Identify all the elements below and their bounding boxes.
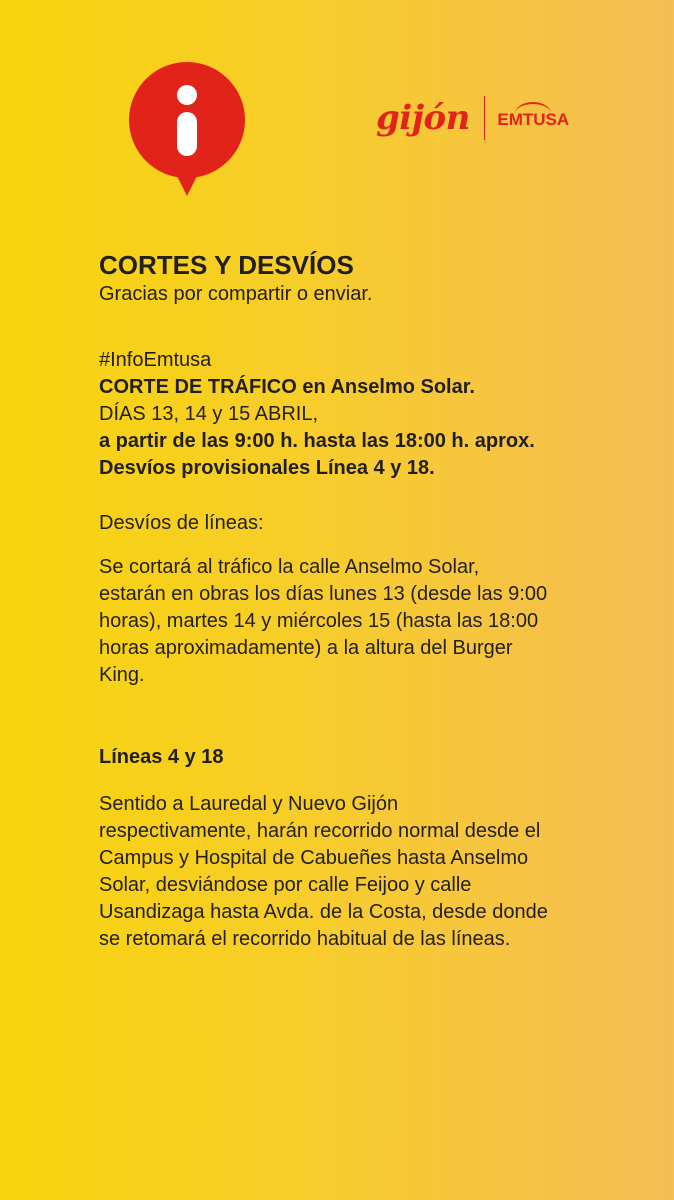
section2-line: Solar, desviándose por calle Feijoo y calle [99, 874, 472, 896]
section1-line: Se cortará al tráfico la calle Anselmo Solar, [99, 556, 480, 578]
notice-dates: DÍAS 13, 14 y 15 ABRIL, [99, 403, 319, 425]
brand-city-wordmark: gijón [376, 98, 470, 138]
section2-line: Sentido a Lauredal y Nuevo Gijón [99, 793, 399, 815]
notice-headline: CORTE DE TRÁFICO en Anselmo Solar. [99, 376, 475, 398]
brand-company-label: EMTUSA [497, 110, 570, 129]
notice-content [99, 250, 639, 953]
brand-divider [484, 96, 486, 140]
notice-subtitle: Gracias por compartir o enviar. [99, 283, 373, 305]
notice-hours: a partir de las 9:00 h. hasta las 18:00 h. aprox. [99, 430, 535, 452]
section1-body [99, 554, 639, 689]
section2-heading: Líneas 4 y 18 [99, 746, 224, 768]
section2-line: Campus y Hospital de Cabueñes hasta Anselmo [99, 847, 529, 869]
notice-title: CORTES Y DESVÍOS [99, 250, 354, 280]
hashtag: #InfoEmtusa [99, 349, 212, 371]
section2-line: Usandizaga hasta Avda. de la Costa, desde donde [99, 901, 548, 923]
section1-heading: Desvíos de líneas: [99, 512, 264, 534]
notice-detours-summary: Desvíos provisionales Línea 4 y 18. [99, 457, 435, 479]
section2-line: se retomará el recorrido habitual de las líneas. [99, 928, 511, 950]
brand-logo [376, 94, 569, 142]
brand-company-wordmark [497, 106, 569, 130]
section1-line: estarán en obras los días lunes 13 (desde las 9:00 [99, 583, 548, 605]
emtusa-arc-icon [515, 102, 551, 114]
section2-line: respectivamente, harán recorrido normal desde el [99, 820, 541, 842]
section1-line: horas), martes 14 y miércoles 15 (hasta las 18:00 [99, 610, 539, 632]
info-pin-icon [128, 62, 246, 198]
section1-line: King. [99, 664, 145, 686]
section2-body [99, 791, 639, 953]
section1-line: horas aproximadamente) a la altura del Burger [99, 637, 513, 659]
